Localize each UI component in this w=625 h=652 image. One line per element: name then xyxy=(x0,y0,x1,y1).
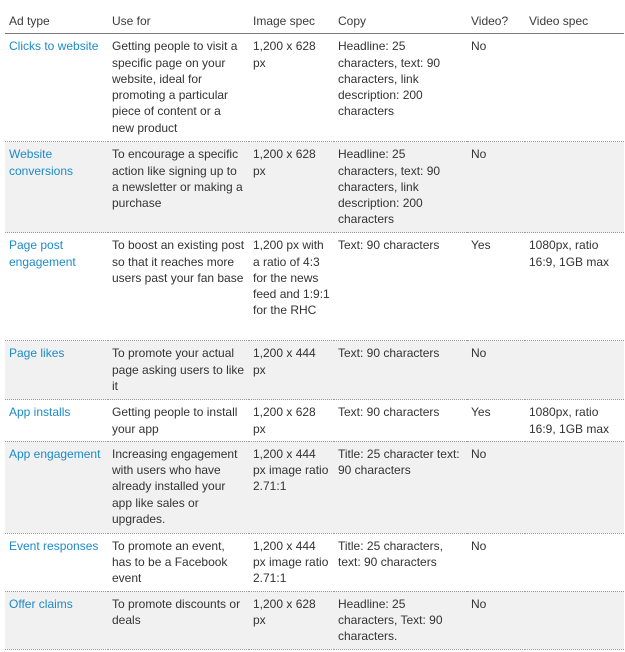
cell-video: No xyxy=(467,142,525,233)
cell-copy: Text: 90 characters xyxy=(334,341,467,400)
cell-image-spec: 1,200 x 444 px image ratio 2.71:1 xyxy=(249,441,334,533)
cell-use-for: Getting people to visit a specific page on your website, ideal for promoting a particular piece of content or a new product xyxy=(108,34,249,142)
cell-video-spec xyxy=(525,341,624,400)
cell-use-for: To encourage a specific action like signing up to a newsletter or making a purchase xyxy=(108,142,249,233)
cell-video: Yes xyxy=(467,233,525,341)
cell-use-for: To promote an event, has to be a Facebook event xyxy=(108,533,249,591)
cell-video: No xyxy=(467,341,525,400)
cell-video: No xyxy=(467,591,525,649)
cell-image-spec: 1,200 x 628 px xyxy=(249,400,334,442)
cell-image-spec: 1,200 x 444 px xyxy=(249,341,334,400)
cell-video-spec: 1080px, ratio 16:9, 1GB max xyxy=(525,233,624,341)
header-ad-type: Ad type xyxy=(5,7,108,34)
cell-video-spec xyxy=(525,441,624,533)
cell-copy: Headline: 25 characters, Text: 90 characters. xyxy=(334,591,467,649)
table-row xyxy=(5,341,624,400)
cell-ad-type: Page post engagement xyxy=(5,233,108,341)
cell-image-spec: 1,200 px with a ratio of 4:3 for the news feed and 1:9:1 for the RHC xyxy=(249,233,334,341)
header-video: Video? xyxy=(467,7,525,34)
table-row xyxy=(5,34,624,142)
cell-copy: Text: 90 characters xyxy=(334,400,467,442)
cell-ad-type: App installs xyxy=(5,400,108,442)
cell-use-for: Increasing engagement with users who have already installed your app like sales or upgrades. xyxy=(108,441,249,533)
cell-video-spec: 1080px, ratio 16:9, 1GB max xyxy=(525,400,624,442)
cell-ad-type: Clicks to website xyxy=(5,34,108,142)
cell-video: No xyxy=(467,533,525,591)
table-row xyxy=(5,441,624,533)
cell-video-spec xyxy=(525,34,624,142)
cell-video: Yes xyxy=(467,400,525,442)
cell-ad-type: App engagement xyxy=(5,441,108,533)
table-body xyxy=(5,34,624,650)
table-row xyxy=(5,142,624,233)
header-row xyxy=(5,7,624,34)
cell-video: No xyxy=(467,441,525,533)
cell-image-spec: 1,200 x 628 px xyxy=(249,142,334,233)
cell-image-spec: 1,200 x 628 px xyxy=(249,591,334,649)
cell-video-spec xyxy=(525,533,624,591)
cell-copy: Headline: 25 characters, text: 90 characters, link description: 200 characters xyxy=(334,34,467,142)
table-row xyxy=(5,591,624,649)
header-copy: Copy xyxy=(334,7,467,34)
table-header xyxy=(5,7,624,34)
cell-image-spec: 1,200 x 444 px image ratio 2.71:1 xyxy=(249,533,334,591)
cell-copy: Text: 90 characters xyxy=(334,233,467,341)
cell-use-for: Getting people to install your app xyxy=(108,400,249,442)
ad-types-table xyxy=(5,7,624,650)
cell-copy: Headline: 25 characters, text: 90 characters, link description: 200 characters xyxy=(334,142,467,233)
cell-image-spec: 1,200 x 628 px xyxy=(249,34,334,142)
cell-ad-type: Website conversions xyxy=(5,142,108,233)
cell-use-for: To promote your actual page asking users to like it xyxy=(108,341,249,400)
cell-ad-type: Page likes xyxy=(5,341,108,400)
cell-ad-type: Event responses xyxy=(5,533,108,591)
cell-copy: Title: 25 character text: 90 characters xyxy=(334,441,467,533)
header-video-spec: Video spec xyxy=(525,7,624,34)
cell-ad-type: Offer claims xyxy=(5,591,108,649)
cell-use-for: To boost an existing post so that it reaches more users past your fan base xyxy=(108,233,249,341)
table-row xyxy=(5,533,624,591)
cell-video-spec xyxy=(525,591,624,649)
table-row xyxy=(5,233,624,341)
header-image-spec: Image spec xyxy=(249,7,334,34)
table-row xyxy=(5,400,624,442)
cell-video: No xyxy=(467,34,525,142)
cell-copy: Title: 25 characters, text: 90 characters xyxy=(334,533,467,591)
header-use-for: Use for xyxy=(108,7,249,34)
cell-use-for: To promote discounts or deals xyxy=(108,591,249,649)
cell-video-spec xyxy=(525,142,624,233)
